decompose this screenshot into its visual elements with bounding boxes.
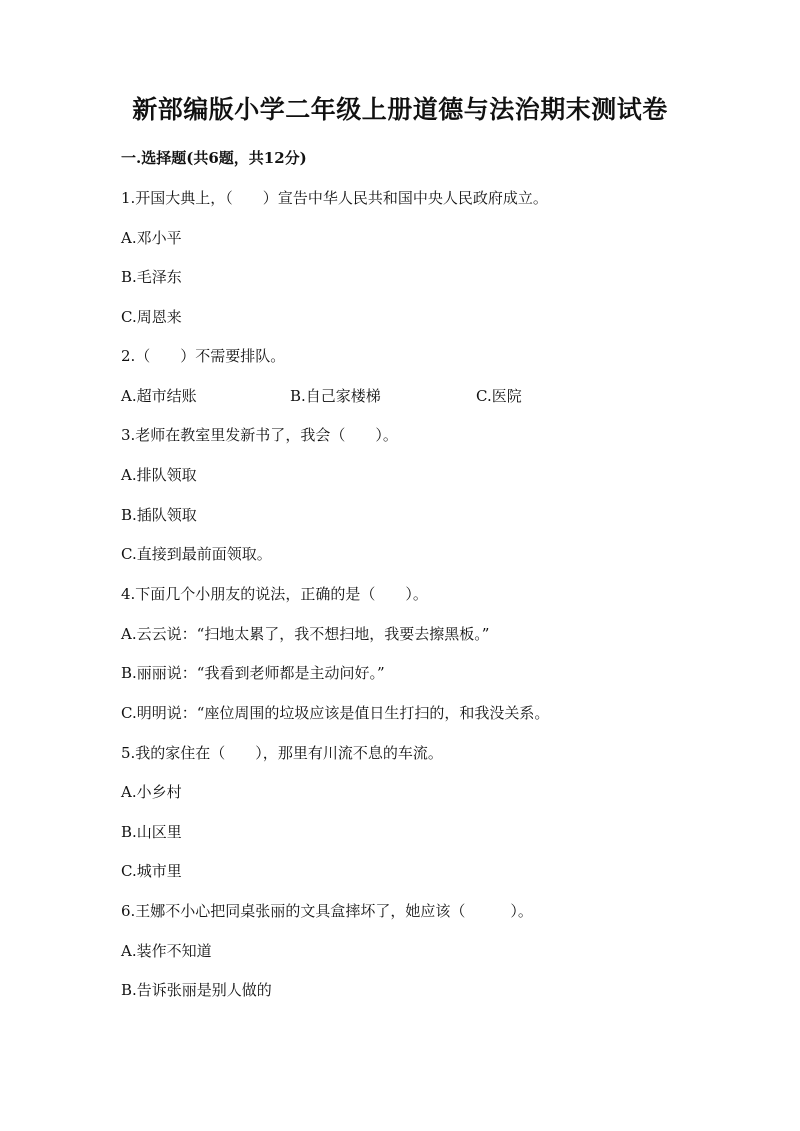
q4-option-a: A.云云说：“扫地太累了，我不想扫地，我要去擦黑板。” xyxy=(121,625,490,643)
q3-option-c: C.直接到最前面领取。 xyxy=(121,545,272,563)
q1-option-a: A.邓小平 xyxy=(121,229,182,247)
q6-option-a: A.装作不知道 xyxy=(121,942,212,960)
q4-option-b: B.丽丽说：“我看到老师都是主动问好。” xyxy=(121,664,385,682)
section-heading: 一.选择题(共6题，共12分) xyxy=(121,149,307,167)
question-4: 4.下面几个小朋友的说法，正确的是（ ）。 xyxy=(121,585,428,603)
q5-option-a: A.小乡村 xyxy=(121,783,182,801)
q3-option-b: B.插队领取 xyxy=(121,506,197,524)
question-5: 5.我的家住在（ ），那里有川流不息的车流。 xyxy=(121,744,443,762)
q6-option-b: B.告诉张丽是别人做的 xyxy=(121,981,272,999)
question-1: 1.开国大典上，（ ）宣告中华人民共和国中央人民政府成立。 xyxy=(121,189,548,207)
question-3: 3.老师在教室里发新书了，我会（ ）。 xyxy=(121,426,398,444)
q5-option-b: B.山区里 xyxy=(121,823,182,841)
q5-option-c: C.城市里 xyxy=(121,862,182,880)
q1-option-b: B.毛泽东 xyxy=(121,268,182,286)
q2-option-a: A.超市结账 xyxy=(121,387,197,405)
q1-option-c: C.周恩来 xyxy=(121,308,182,326)
q2-option-b: B.自己家楼梯 xyxy=(290,387,381,405)
question-2: 2.（ ）不需要排队。 xyxy=(121,347,286,365)
page-title: 新部编版小学二年级上册道德与法治期末测试卷 xyxy=(132,95,668,124)
q2-option-c: C.医院 xyxy=(476,387,522,405)
question-6: 6.王娜不小心把同桌张丽的文具盒摔坏了，她应该（ ）。 xyxy=(121,902,533,920)
q3-option-a: A.排队领取 xyxy=(121,466,197,484)
q4-option-c: C.明明说：“座位周围的垃圾应该是值日生打扫的，和我没关系。 xyxy=(121,704,550,722)
